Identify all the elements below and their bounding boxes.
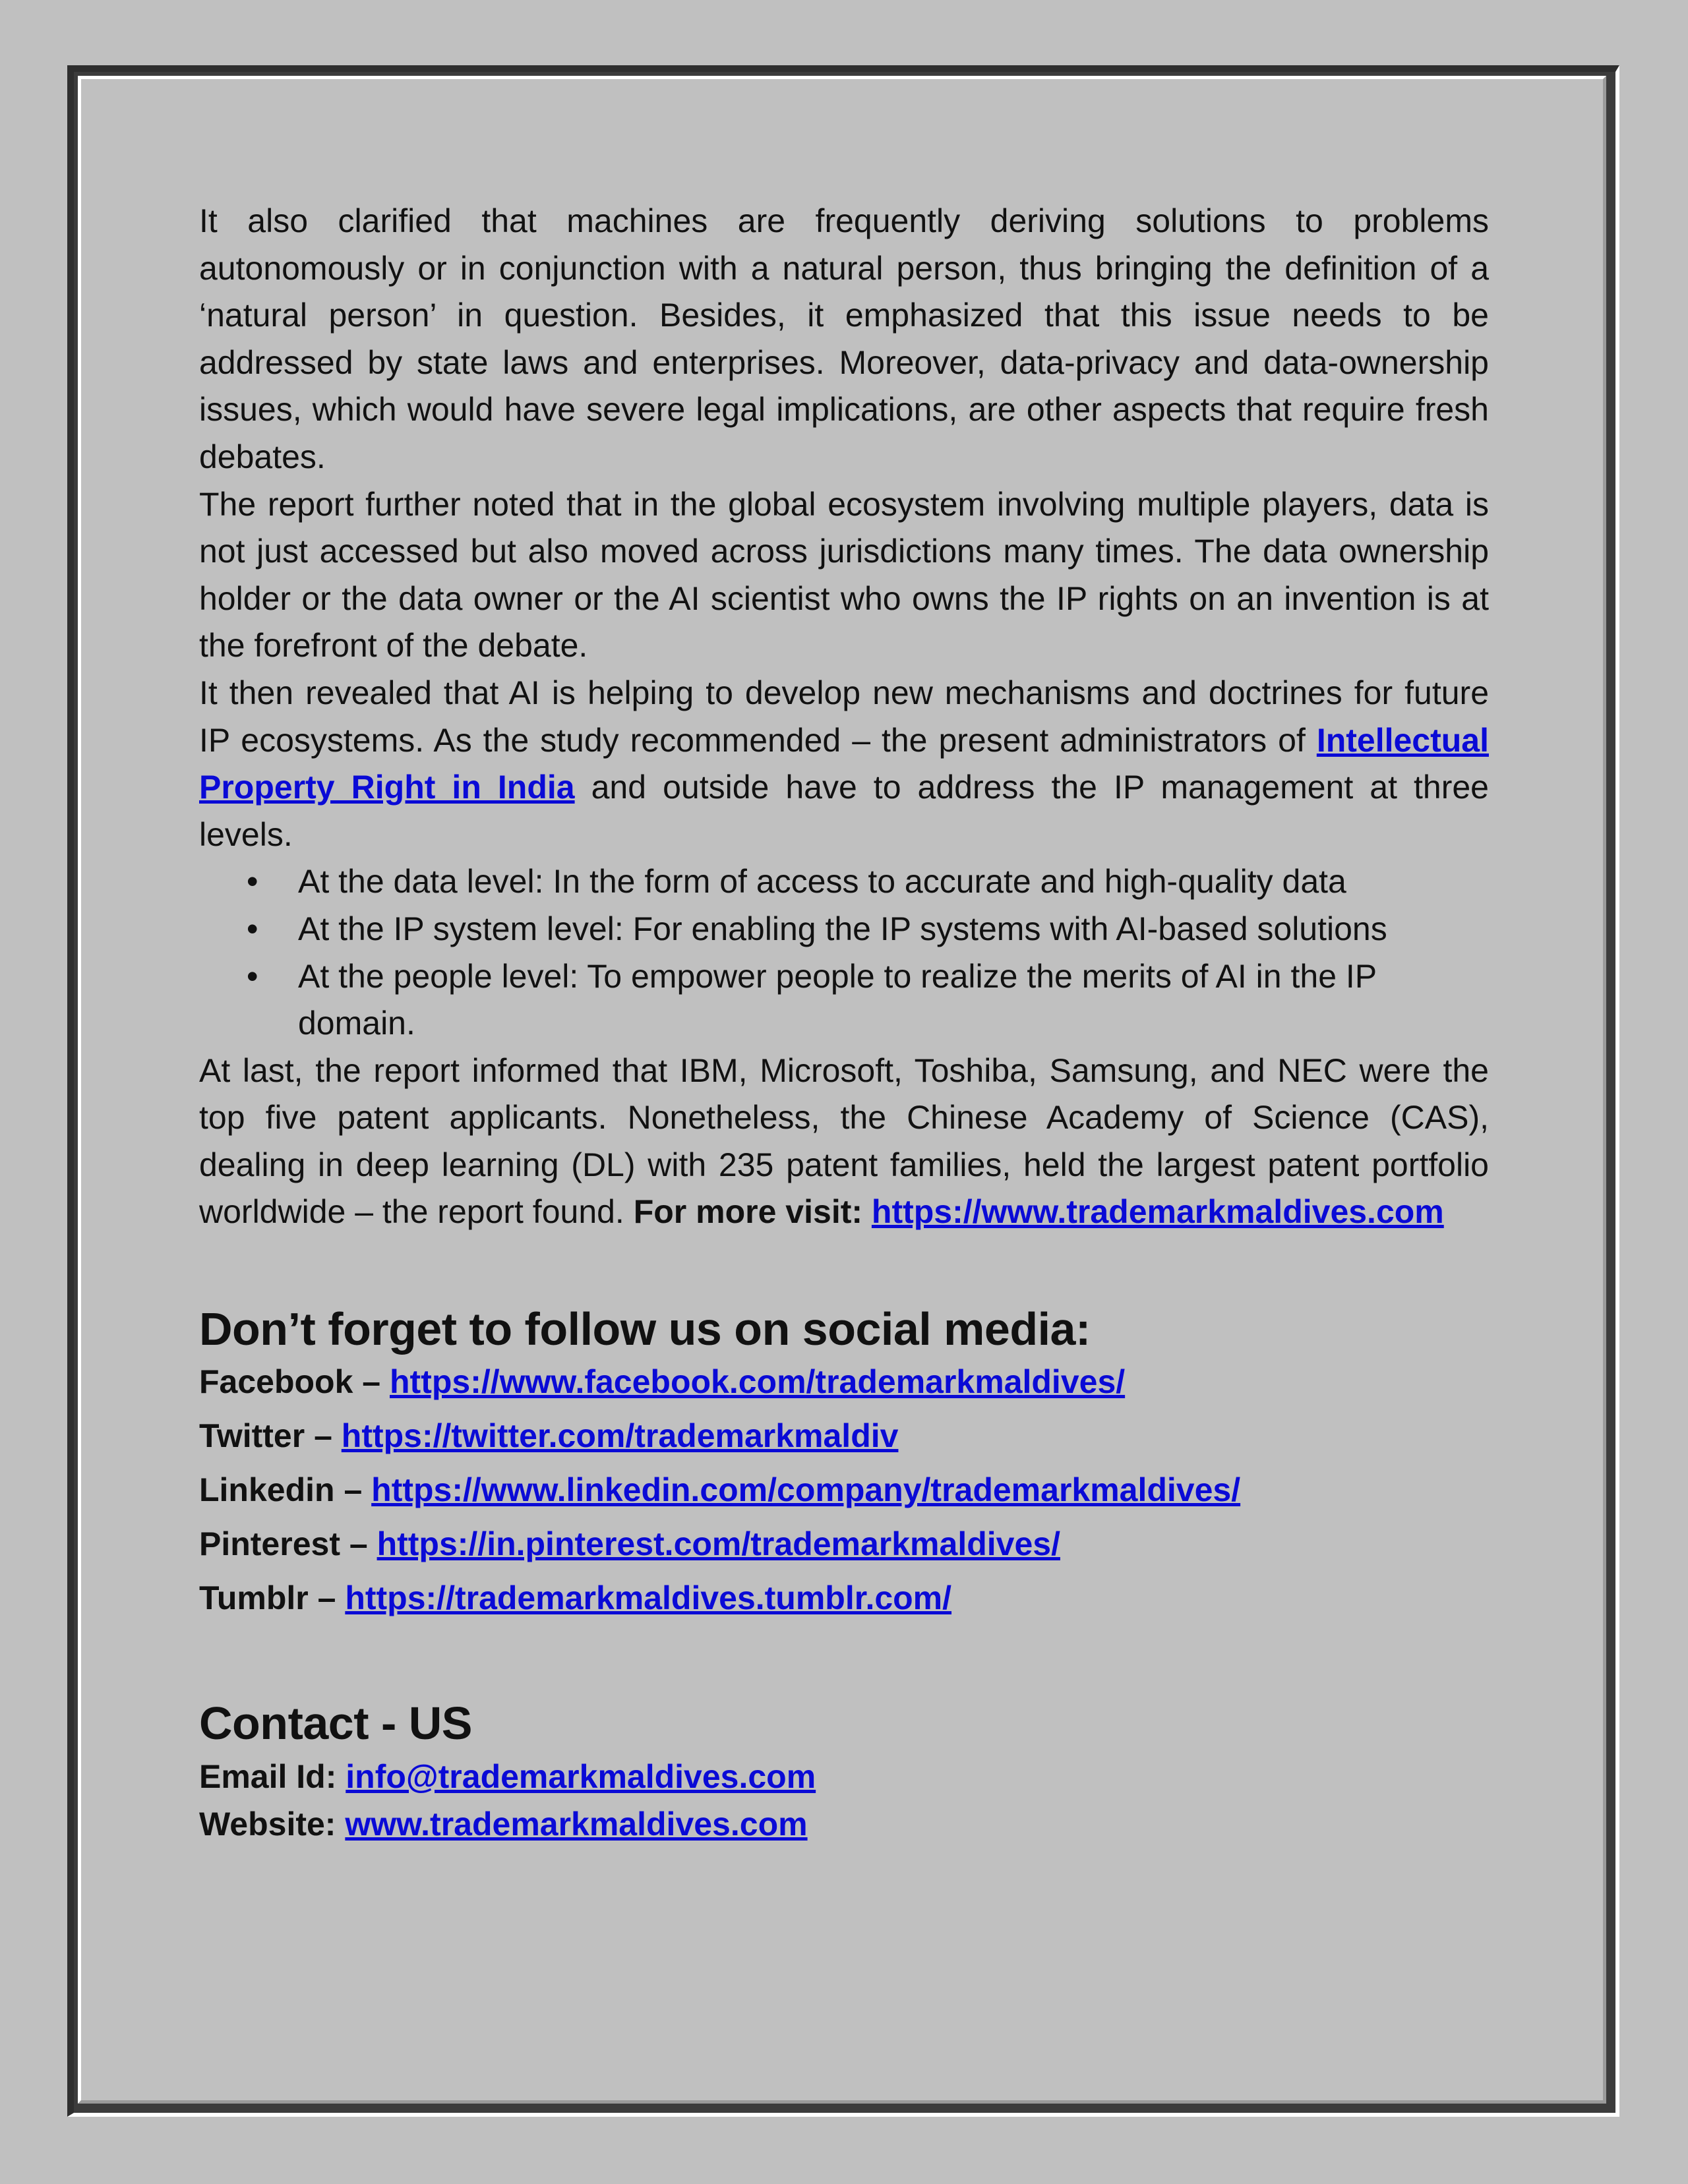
list-item-text: At the people level: To empower people to realize the merits of AI in the IP domain. — [298, 957, 1377, 1042]
social-item-pinterest — [199, 1517, 1489, 1571]
ip-right-india-link[interactable]: Intellectual Property Right in India — [199, 721, 1489, 806]
contact-email-line — [199, 1753, 1489, 1800]
list-item — [247, 906, 1489, 953]
social-item-tumblr — [199, 1571, 1489, 1625]
bullet-icon: • — [247, 863, 258, 900]
list-item — [247, 858, 1489, 906]
social-media-list — [199, 1355, 1489, 1625]
social-media-heading: Don’t forget to follow us on social media: — [199, 1303, 1091, 1355]
tumblr-link[interactable]: https://trademarkmaldives.tumblr.com/ — [345, 1579, 952, 1617]
pinterest-link[interactable]: https://in.pinterest.com/trademarkmaldives/ — [377, 1525, 1060, 1563]
social-label: Pinterest – — [199, 1525, 377, 1563]
social-item-facebook — [199, 1355, 1489, 1409]
paragraph-clarification: It also clarified that machines are frequently deriving solutions to problems autonomously or in conjunction with a natural person, thus bringing the definition of a ‘natural person’ in question. Besides, it emphasized that this issue needs to be addressed by state laws and enterprises. Moreover, data-privacy and data-ownership issues, which would have severe legal implications, are other aspects that require fresh debates. — [199, 202, 1489, 475]
trademark-maldives-link[interactable]: https://www.trademarkmaldives.com — [871, 1193, 1444, 1231]
website-label: Website: — [199, 1806, 346, 1843]
for-more-visit-label: For more visit: — [633, 1193, 872, 1231]
website-link[interactable]: www.trademarkmaldives.com — [345, 1806, 808, 1843]
spacer — [199, 1236, 1489, 1299]
social-label: Tumblr – — [199, 1579, 346, 1617]
paragraph-ip-levels — [199, 670, 1489, 858]
spacer — [199, 1625, 1489, 1694]
twitter-link[interactable]: https://twitter.com/trademarkmaldiv — [341, 1417, 899, 1455]
social-label: Linkedin – — [199, 1471, 372, 1509]
paragraph-ip-levels-text-b: and outside have to address the IP management at three levels. — [199, 769, 1489, 853]
social-label: Facebook – — [199, 1363, 390, 1401]
linkedin-link[interactable]: https://www.linkedin.com/company/trademarkmaldives/ — [371, 1471, 1241, 1509]
social-label: Twitter – — [199, 1417, 342, 1455]
contact-website-line — [199, 1800, 1489, 1848]
social-item-linkedin — [199, 1463, 1489, 1517]
paragraph-global-ecosystem: The report further noted that in the global ecosystem involving multiple players, data is not just accessed but also moved across jurisdictions many times. The data ownership holder or the data owner or the AI scientist who owns the IP rights on an invention is at the forefront of the debate. — [199, 485, 1489, 664]
paragraph-patent-applicants — [199, 1048, 1489, 1236]
paragraph-patent-applicants-text: At last, the report informed that IBM, Microsoft, Toshiba, Samsung, and NEC were the top five patent applicants. Nonetheless, the Chinese Academy of Science (CAS), dealing in deep learning (DL) with 235 patent families, held the largest patent portfolio worldwide – the report found. — [199, 1051, 1489, 1231]
social-item-twitter — [199, 1409, 1489, 1463]
facebook-link[interactable]: https://www.facebook.com/trademarkmaldives/ — [390, 1363, 1126, 1401]
document-body — [199, 198, 1489, 1848]
email-link[interactable]: info@trademarkmaldives.com — [346, 1758, 816, 1796]
ip-levels-list — [199, 858, 1489, 1047]
bullet-icon: • — [247, 910, 258, 947]
contact-heading: Contact - US — [199, 1697, 472, 1750]
list-item-text: At the IP system level: For enabling the IP systems with AI-based solutions — [298, 910, 1387, 947]
bullet-icon: • — [247, 957, 258, 995]
list-item — [247, 953, 1489, 1048]
email-label: Email Id: — [199, 1758, 346, 1796]
paragraph-ip-levels-text-a: It then revealed that AI is helping to develop new mechanisms and doctrines for future IP ecosystems. As the study recommended – the present administrators of — [199, 674, 1489, 759]
list-item-text: At the data level: In the form of access to accurate and high-quality data — [298, 863, 1346, 900]
